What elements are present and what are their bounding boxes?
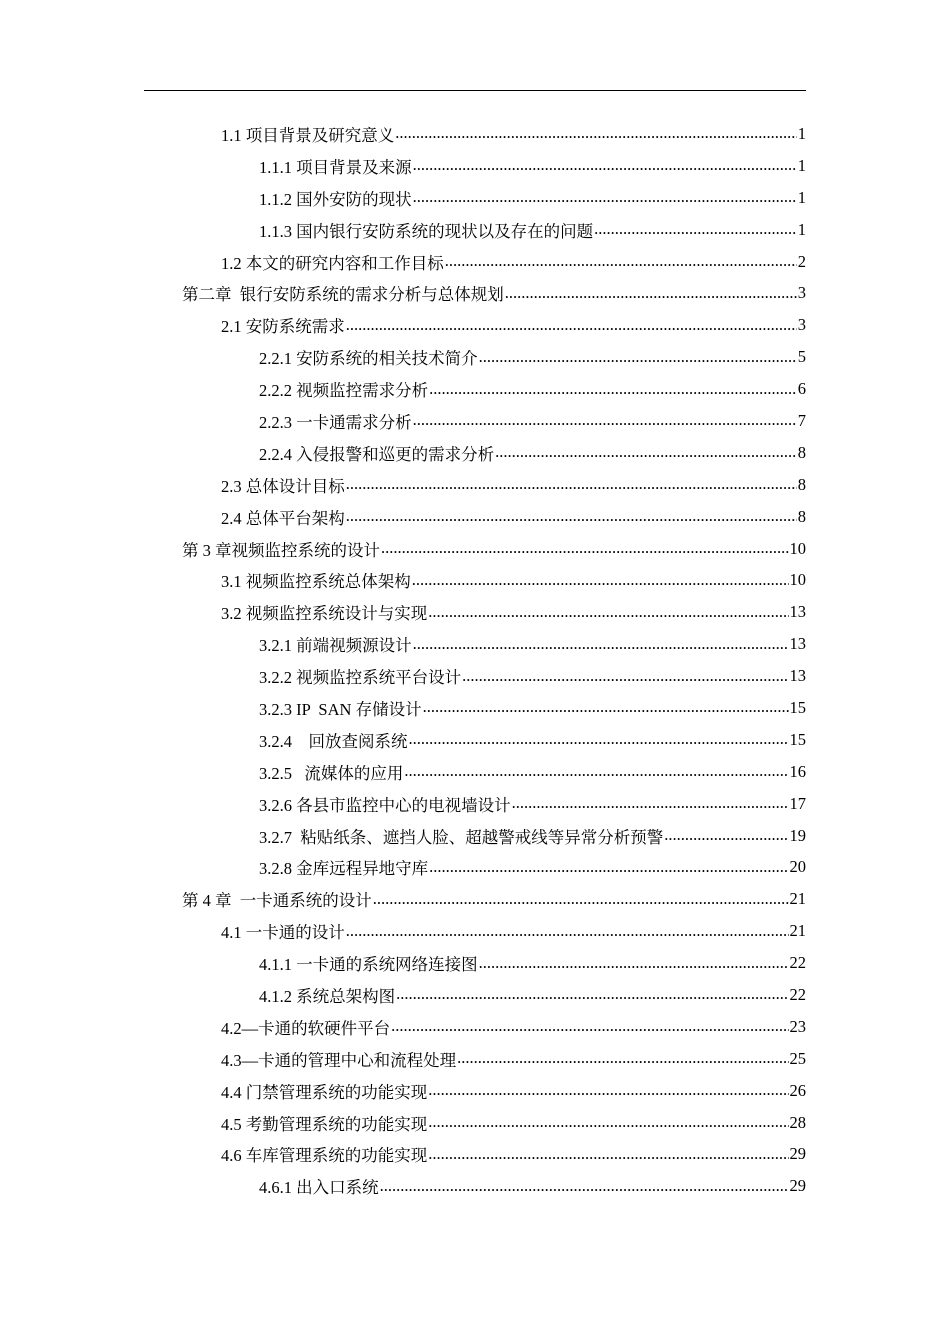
toc-entry-title: 1.1.2 国外安防的现状 xyxy=(259,189,412,209)
toc-entry-title: 4.5 考勤管理系统的功能实现 xyxy=(221,1114,428,1134)
toc-entry-title: 4.6 车库管理系统的功能实现 xyxy=(221,1146,428,1166)
toc-entry-page-number: 20 xyxy=(789,857,806,877)
toc-entry-title: 3.2.6 各县市监控中心的电视墙设计 xyxy=(259,795,511,815)
toc-entry[interactable] xyxy=(0,564,950,596)
toc-entry[interactable] xyxy=(0,915,950,947)
toc-entry[interactable] xyxy=(0,1107,950,1139)
toc-dot-leader xyxy=(429,381,797,406)
toc-entry[interactable] xyxy=(0,373,950,405)
toc-entry-page-number: 28 xyxy=(789,1112,806,1132)
toc-dot-leader xyxy=(413,157,797,182)
toc-entry-title: 第 3 章视频监控系统的设计 xyxy=(182,540,380,560)
toc-entry-title: 4.6.1 出入口系统 xyxy=(259,1178,379,1198)
toc-entry-page-number: 25 xyxy=(789,1048,806,1068)
toc-entry-page-number: 3 xyxy=(797,283,806,303)
toc-entry-page-number: 17 xyxy=(789,793,806,813)
toc-entry[interactable] xyxy=(0,1075,950,1107)
toc-entry[interactable] xyxy=(0,947,950,979)
toc-entry-page-number: 6 xyxy=(797,379,806,399)
toc-dot-leader xyxy=(346,476,797,501)
toc-dot-leader xyxy=(404,763,788,788)
toc-dot-leader xyxy=(664,827,788,852)
toc-dot-leader xyxy=(479,349,797,374)
toc-entry-page-number: 29 xyxy=(789,1144,806,1164)
header-rule xyxy=(144,90,806,91)
toc-entry[interactable] xyxy=(0,309,950,341)
toc-entry-page-number: 23 xyxy=(789,1016,806,1036)
toc-entry-page-number: 1 xyxy=(797,219,806,239)
toc-entry[interactable] xyxy=(0,1139,950,1171)
toc-entry[interactable] xyxy=(0,501,950,533)
toc-entry[interactable] xyxy=(0,1170,950,1202)
toc-dot-leader xyxy=(373,891,789,916)
toc-entry-page-number: 26 xyxy=(789,1080,806,1100)
toc-entry[interactable] xyxy=(0,788,950,820)
toc-entry-page-number: 13 xyxy=(789,634,806,654)
toc-entry-title: 3.2.7 粘贴纸条、遮挡人脸、超越警戒线等异常分析预警 xyxy=(259,827,664,847)
toc-entry-title: 2.2.4 入侵报警和巡更的需求分析 xyxy=(259,444,495,464)
toc-dot-leader xyxy=(423,699,789,724)
toc-entry[interactable] xyxy=(0,979,950,1011)
toc-entry[interactable] xyxy=(0,150,950,182)
toc-dot-leader xyxy=(495,444,797,469)
toc-dot-leader xyxy=(462,668,788,693)
toc-entry-title: 4.4 门禁管理系统的功能实现 xyxy=(221,1082,428,1102)
toc-entry-page-number: 16 xyxy=(789,761,806,781)
toc-entry-page-number: 10 xyxy=(789,570,806,590)
toc-entry-page-number: 19 xyxy=(789,825,806,845)
toc-entry-title: 4.1.1 一卡通的系统网络连接图 xyxy=(259,955,478,975)
toc-dot-leader xyxy=(505,285,797,310)
toc-entry[interactable] xyxy=(0,118,950,150)
toc-dot-leader xyxy=(396,986,788,1011)
toc-entry-title: 1.2 本文的研究内容和工作目标 xyxy=(221,253,444,273)
toc-entry[interactable] xyxy=(0,883,950,915)
toc-dot-leader xyxy=(395,125,797,150)
toc-entry-title: 2.2.3 一卡通需求分析 xyxy=(259,412,412,432)
toc-entry-page-number: 8 xyxy=(797,506,806,526)
toc-entry-title: 3.2.4 回放查阅系统 xyxy=(259,731,408,751)
toc-entry-page-number: 3 xyxy=(797,315,806,335)
toc-dot-leader xyxy=(413,636,789,661)
toc-entry-title: 3.2.5 流媒体的应用 xyxy=(259,763,404,783)
toc-entry[interactable] xyxy=(0,214,950,246)
toc-entry-page-number: 1 xyxy=(797,187,806,207)
toc-entry-page-number: 1 xyxy=(797,155,806,175)
toc-entry-page-number: 15 xyxy=(789,697,806,717)
toc-dot-leader xyxy=(429,859,788,884)
toc-entry-title: 4.3—卡通的管理中心和流程处理 xyxy=(221,1050,457,1070)
toc-entry-page-number: 21 xyxy=(789,889,806,909)
toc-dot-leader xyxy=(391,1018,788,1043)
toc-dot-leader xyxy=(479,955,789,980)
toc-entry-title: 4.2—卡通的软硬件平台 xyxy=(221,1018,391,1038)
toc-dot-leader xyxy=(346,508,797,533)
toc-dot-leader xyxy=(380,1178,789,1203)
toc-entry-page-number: 8 xyxy=(797,474,806,494)
toc-dot-leader xyxy=(413,189,797,214)
toc-entry-title: 2.2.2 视频监控需求分析 xyxy=(259,381,429,401)
toc-entry-title: 2.1 安防系统需求 xyxy=(221,317,345,337)
toc-entry-page-number: 10 xyxy=(789,538,806,558)
toc-entry-title: 1.1.1 项目背景及来源 xyxy=(259,157,412,177)
toc-dot-leader xyxy=(512,795,789,820)
toc-entry-title: 3.2.3 IP SAN 存储设计 xyxy=(259,699,422,719)
toc-dot-leader xyxy=(445,253,797,278)
toc-entry-title: 2.3 总体设计目标 xyxy=(221,476,345,496)
toc-entry-page-number: 1 xyxy=(797,123,806,143)
toc-entry[interactable] xyxy=(0,341,950,373)
toc-entry-page-number: 13 xyxy=(789,666,806,686)
toc-dot-leader xyxy=(413,412,797,437)
toc-entry-page-number: 22 xyxy=(789,984,806,1004)
toc-entry-page-number: 21 xyxy=(789,921,806,941)
toc-dot-leader xyxy=(381,540,789,565)
toc-dot-leader xyxy=(594,221,797,246)
toc-entry[interactable] xyxy=(0,533,950,565)
toc-entry[interactable] xyxy=(0,182,950,214)
toc-entry-page-number: 29 xyxy=(789,1176,806,1196)
toc-entry[interactable] xyxy=(0,246,950,278)
toc-dot-leader xyxy=(428,1114,788,1139)
toc-entry-page-number: 7 xyxy=(797,410,806,430)
toc-entry-title: 第二章 银行安防系统的需求分析与总体规划 xyxy=(182,285,504,305)
toc-dot-leader xyxy=(409,731,789,756)
toc-entry[interactable] xyxy=(0,628,950,660)
toc-entry-title: 4.1.2 系统总架构图 xyxy=(259,986,396,1006)
toc-dot-leader xyxy=(457,1050,788,1075)
toc-entry[interactable] xyxy=(0,596,950,628)
toc-entry-page-number: 5 xyxy=(797,347,806,367)
toc-entry[interactable] xyxy=(0,820,950,852)
toc-entry-title: 3.2.1 前端视频源设计 xyxy=(259,636,412,656)
toc-entry[interactable] xyxy=(0,1043,950,1075)
toc-entry[interactable] xyxy=(0,660,950,692)
toc-entry-title: 2.2.1 安防系统的相关技术简介 xyxy=(259,349,478,369)
toc-dot-leader xyxy=(428,1146,788,1171)
toc-entry-page-number: 15 xyxy=(789,729,806,749)
toc-entry[interactable] xyxy=(0,405,950,437)
toc-entry[interactable] xyxy=(0,437,950,469)
table-of-contents xyxy=(0,118,950,1202)
toc-entry[interactable] xyxy=(0,724,950,756)
toc-entry-page-number: 2 xyxy=(797,251,806,271)
toc-dot-leader xyxy=(428,1082,788,1107)
toc-entry-title: 3.2.2 视频监控系统平台设计 xyxy=(259,668,462,688)
toc-entry-title: 2.4 总体平台架构 xyxy=(221,508,345,528)
toc-dot-leader xyxy=(412,572,789,597)
toc-entry-title: 3.2.8 金库远程异地守库 xyxy=(259,859,429,879)
toc-dot-leader xyxy=(346,317,797,342)
toc-entry[interactable] xyxy=(0,756,950,788)
toc-entry[interactable] xyxy=(0,1011,950,1043)
toc-entry-title: 1.1.3 国内银行安防系统的现状以及存在的问题 xyxy=(259,221,594,241)
toc-dot-leader xyxy=(346,923,789,948)
toc-entry-title: 1.1 项目背景及研究意义 xyxy=(221,125,395,145)
toc-entry[interactable] xyxy=(0,851,950,883)
toc-entry-page-number: 13 xyxy=(789,602,806,622)
toc-entry[interactable] xyxy=(0,469,950,501)
toc-entry-page-number: 8 xyxy=(797,442,806,462)
toc-entry[interactable] xyxy=(0,277,950,309)
toc-entry-title: 3.2 视频监控系统设计与实现 xyxy=(221,604,428,624)
toc-entry-title: 4.1 一卡通的设计 xyxy=(221,923,345,943)
toc-entry-title: 3.1 视频监控系统总体架构 xyxy=(221,572,411,592)
toc-entry-page-number: 22 xyxy=(789,953,806,973)
toc-entry-title: 第 4 章 一卡通系统的设计 xyxy=(182,891,372,911)
toc-dot-leader xyxy=(428,604,788,629)
toc-entry[interactable] xyxy=(0,692,950,724)
